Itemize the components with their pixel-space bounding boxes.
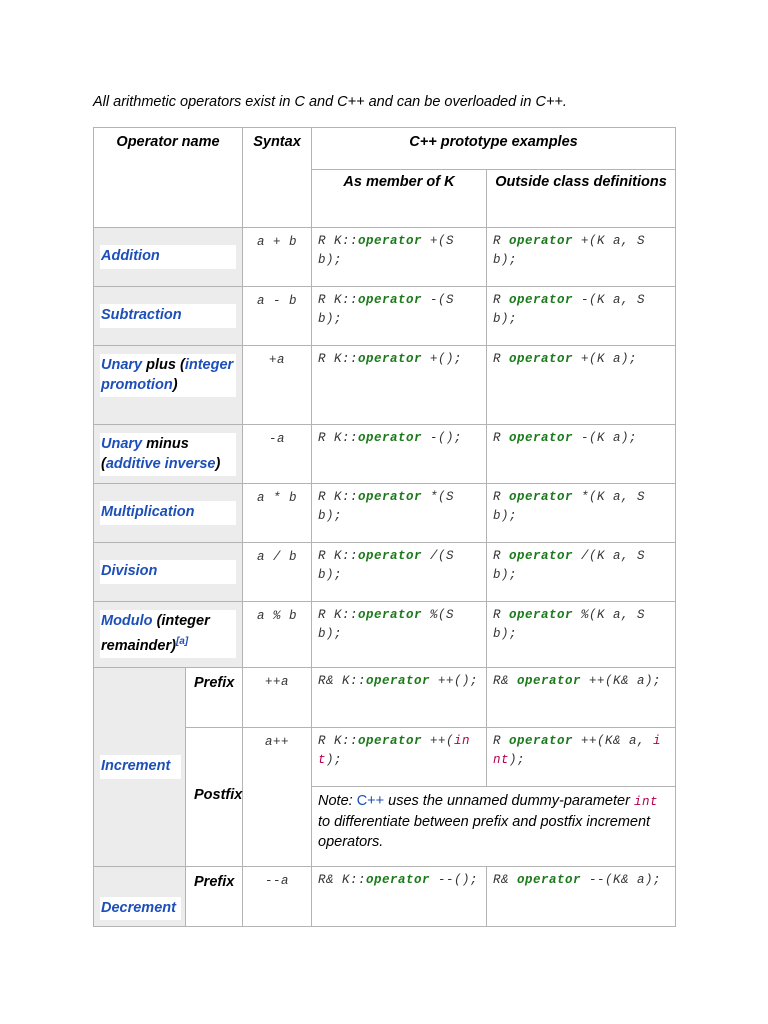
syntax-cell: a - b (243, 287, 312, 346)
syntax-cell: a * b (243, 484, 312, 543)
outside-prototype: R operator -(K a, S b); (487, 287, 676, 346)
header-prototype-examples: C++ prototype examples (312, 128, 676, 170)
table-row (94, 543, 676, 602)
outside-prototype: R operator /(K a, S b); (487, 543, 676, 602)
syntax-cell: a + b (243, 228, 312, 287)
syntax-cell: a++ (243, 728, 312, 867)
outside-prototype: R operator +(K a, S b); (487, 228, 676, 287)
syntax-cell: +a (243, 346, 312, 425)
modulo-link[interactable]: Modulo (101, 613, 153, 629)
outside-prototype: R operator *(K a, S b); (487, 484, 676, 543)
table-row (94, 228, 676, 287)
header-member-of-k: As member of K (312, 170, 487, 228)
outside-prototype: R& operator ++(K& a); (487, 668, 676, 728)
prefix-label: Prefix (192, 674, 236, 697)
table-row: Unary plus (integer promotion) +a R K::operator +(); R operator +(K a); (94, 346, 676, 425)
member-prototype: R& K::operator --(); (312, 867, 487, 927)
member-prototype: R K::operator +(); (312, 346, 487, 425)
member-prototype: R K::operator /(S b); (312, 543, 487, 602)
member-prototype: R K::operator -(); (312, 425, 487, 484)
table-row (94, 484, 676, 543)
syntax-cell: -a (243, 425, 312, 484)
table-row: Modulo (integer remainder)[a] a % b R K::operator %(S b); R operator %(K a, S b); (94, 602, 676, 668)
prefix-label: Prefix (192, 873, 236, 896)
syntax-cell: ++a (243, 668, 312, 728)
table-row (94, 287, 676, 346)
header-syntax: Syntax (243, 128, 312, 228)
table-row (94, 668, 676, 728)
footnote-a-link[interactable]: [a] (175, 635, 189, 647)
outside-prototype: R operator ++(K& a, int); (487, 728, 676, 787)
intro-text: All arithmetic operators exist in C and C++ and can be overloaded in C++. (93, 94, 567, 110)
integer-promotion-link[interactable]: integer promotion (101, 357, 234, 393)
table-row: Unary minus (additive inverse) -a R K::operator -(); R operator -(K a); (94, 425, 676, 484)
header-operator-name: Operator name (94, 128, 243, 228)
increment-note: Note: C++ uses the unnamed dummy-parameter int to differentiate between prefix and postfix increment operators. (312, 787, 676, 867)
unary-link[interactable]: Unary (101, 436, 143, 452)
outside-prototype: R operator +(K a); (487, 346, 676, 425)
member-prototype: R& K::operator ++(); (312, 668, 487, 728)
additive-inverse-link[interactable]: additive inverse (105, 455, 216, 472)
member-prototype: R K::operator %(S b); (312, 602, 487, 668)
subtraction-link[interactable]: Subtraction (101, 307, 182, 324)
unary-link[interactable]: Unary (101, 357, 143, 373)
multiplication-link[interactable]: Multiplication (101, 504, 195, 521)
addition-link[interactable]: Addition (101, 248, 160, 265)
table-row (94, 867, 676, 927)
outside-prototype: R operator -(K a); (487, 425, 676, 484)
outside-prototype: R operator %(K a, S b); (487, 602, 676, 668)
syntax-cell: a / b (243, 543, 312, 602)
syntax-cell: --a (243, 867, 312, 927)
cpp-link[interactable]: C++ (356, 793, 385, 809)
division-link[interactable]: Division (101, 563, 158, 580)
member-prototype: R K::operator *(S b); (312, 484, 487, 543)
syntax-cell: a % b (243, 602, 312, 668)
member-prototype: R K::operator -(S b); (312, 287, 487, 346)
member-prototype: R K::operator +(S b); (312, 228, 487, 287)
decrement-link[interactable]: Decrement (101, 899, 176, 916)
header-outside-class: Outside class definitions (487, 170, 676, 228)
outside-prototype: R& operator --(K& a); (487, 867, 676, 927)
member-prototype: R K::operator ++(int); (312, 728, 487, 787)
operators-table (93, 127, 676, 927)
postfix-label: Postfix (192, 786, 236, 809)
increment-link[interactable]: Increment (101, 758, 171, 775)
